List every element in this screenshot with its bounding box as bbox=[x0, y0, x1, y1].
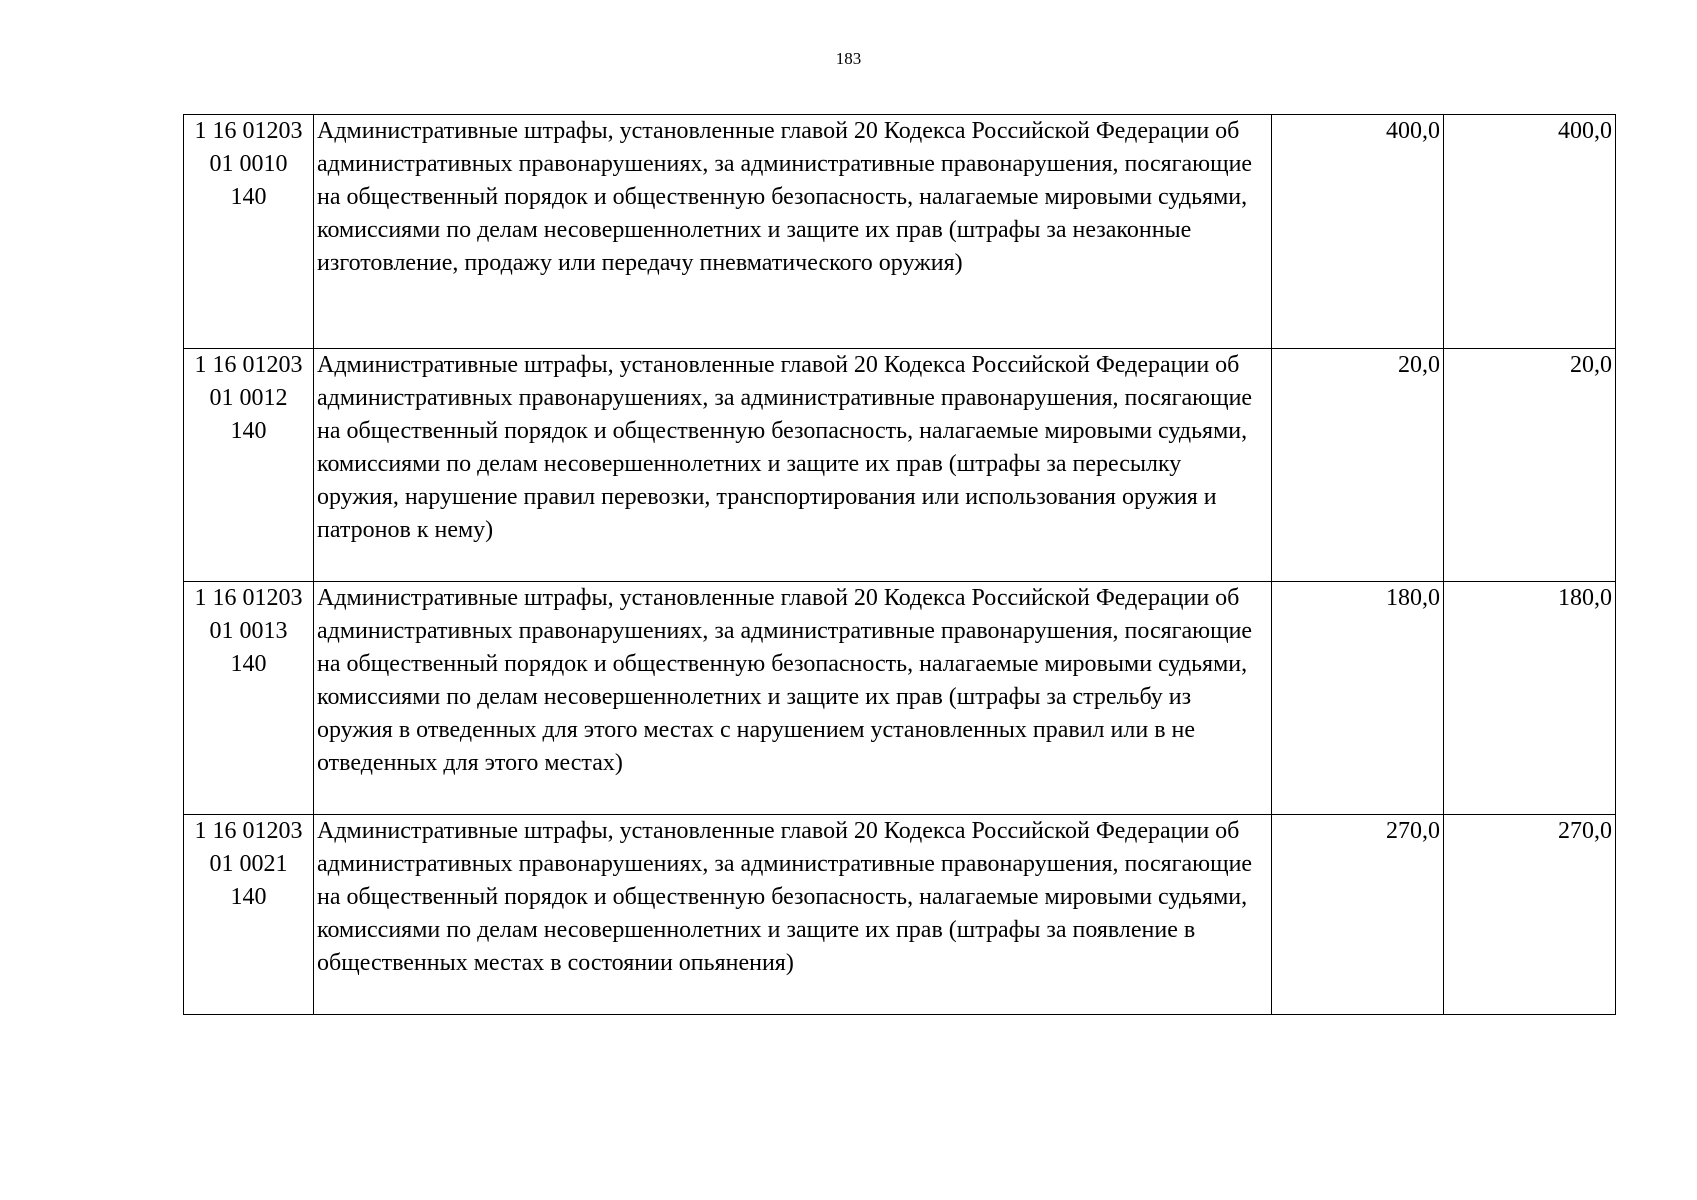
amount-cell-2: 400,0 bbox=[1444, 115, 1616, 349]
budget-code-cell bbox=[184, 582, 314, 815]
page-number: 183 bbox=[835, 49, 862, 68]
budget-code-line: 1 16 01203 bbox=[194, 118, 303, 144]
amount-cell-2: 270,0 bbox=[1444, 815, 1616, 1015]
budget-code-line: 01 0010 bbox=[209, 151, 288, 177]
budget-code-line: 1 16 01203 bbox=[194, 585, 303, 611]
description-cell: Административные штрафы, установленные главой 20 Кодекса Российской Федерации об административных правонарушениях, за административные правонарушения, посягающие на общественный порядок и общественную безопасность, налагаемые мировыми судьями, комиссиями по делам несовершеннолетних и защите их прав (штрафы за стрельбу из оружия в отведенных для этого местах с нарушением установленных правил или в не отведенных для этого местах) bbox=[314, 582, 1272, 815]
table-row bbox=[184, 582, 1616, 815]
description-cell: Административные штрафы, установленные главой 20 Кодекса Российской Федерации об административных правонарушениях, за административные правонарушения, посягающие на общественный порядок и общественную безопасность, налагаемые мировыми судьями, комиссиями по делам несовершеннолетних и защите их прав (штрафы за появление в общественных местах в состоянии опьянения) bbox=[314, 815, 1272, 1015]
budget-code-line: 1 16 01203 bbox=[194, 352, 303, 378]
table-row bbox=[184, 815, 1616, 1015]
budget-code-cell bbox=[184, 349, 314, 582]
description-cell: Административные штрафы, установленные главой 20 Кодекса Российской Федерации об административных правонарушениях, за административные правонарушения, посягающие на общественный порядок и общественную безопасность, налагаемые мировыми судьями, комиссиями по делам несовершеннолетних и защите их прав (штрафы за незаконные изготовление, продажу или передачу пневматического оружия) bbox=[314, 115, 1272, 349]
amount-cell-1: 270,0 bbox=[1272, 815, 1444, 1015]
amount-cell-2: 20,0 bbox=[1444, 349, 1616, 582]
budget-code-line: 01 0013 bbox=[209, 618, 288, 644]
amount-cell-1: 20,0 bbox=[1272, 349, 1444, 582]
budget-code-line: 140 bbox=[230, 418, 267, 444]
budget-code-line: 01 0021 bbox=[209, 851, 288, 877]
budget-code-line: 140 bbox=[230, 184, 267, 210]
budget-code-line: 140 bbox=[230, 651, 267, 677]
budget-code-line: 01 0012 bbox=[209, 385, 288, 411]
budget-code-line: 140 bbox=[230, 884, 267, 910]
amount-cell-1: 400,0 bbox=[1272, 115, 1444, 349]
budget-code-line: 1 16 01203 bbox=[194, 818, 303, 844]
table-row bbox=[184, 115, 1616, 349]
amount-cell-2: 180,0 bbox=[1444, 582, 1616, 815]
table-row bbox=[184, 349, 1616, 582]
revenue-table bbox=[183, 114, 1616, 1015]
budget-code-cell bbox=[184, 815, 314, 1015]
amount-cell-1: 180,0 bbox=[1272, 582, 1444, 815]
budget-code-cell bbox=[184, 115, 314, 349]
description-cell: Административные штрафы, установленные главой 20 Кодекса Российской Федерации об административных правонарушениях, за административные правонарушения, посягающие на общественный порядок и общественную безопасность, налагаемые мировыми судьями, комиссиями по делам несовершеннолетних и защите их прав (штрафы за пересылку оружия, нарушение правил перевозки, транспортирования или использования оружия и патронов к нему) bbox=[314, 349, 1272, 582]
